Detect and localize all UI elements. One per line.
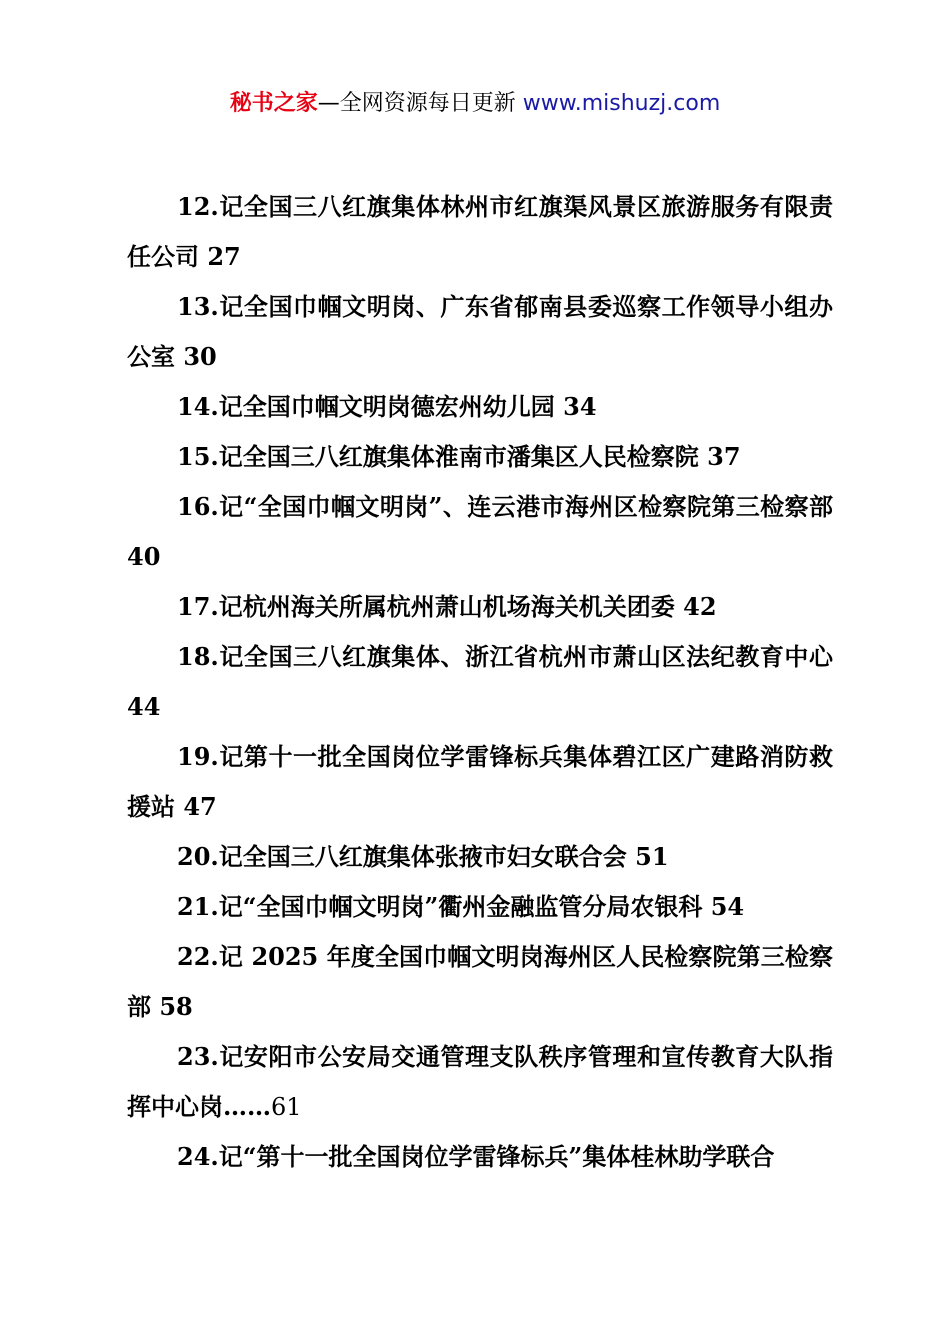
toc-entry-page: 27 <box>207 242 241 271</box>
toc-entry-title: 21.记“全国巾帼文明岗”衢州金融监管分局农银科 <box>177 892 703 921</box>
toc-entry-12[interactable] <box>127 182 833 282</box>
toc-entry-page: 30 <box>183 342 217 371</box>
toc-entry-title: 13.记全国巾帼文明岗、广东省郁南县委巡察工作领导小组办公室 <box>127 292 833 371</box>
table-of-contents <box>127 182 833 1182</box>
toc-entry-title: 23.记安阳市公安局交通管理支队秩序管理和宣传教育大队指挥中心岗…… <box>127 1042 833 1121</box>
toc-entry-21[interactable] <box>127 882 833 932</box>
toc-entry-13[interactable] <box>127 282 833 382</box>
toc-entry-22[interactable] <box>127 932 833 1032</box>
toc-entry-page: 61 <box>271 1093 302 1121</box>
toc-entry-page: 47 <box>183 792 217 821</box>
toc-entry-title: 15.记全国三八红旗集体淮南市潘集区人民检察院 <box>177 442 699 471</box>
site-tagline: —全网资源每日更新 <box>317 91 523 116</box>
toc-entry-19[interactable] <box>127 732 833 832</box>
toc-entry-23[interactable] <box>127 1032 833 1132</box>
toc-entry-title: 16.记“全国巾帼文明岗”、连云港市海州区检察院第三检察部 <box>177 492 833 521</box>
toc-entry-page: 51 <box>635 842 669 871</box>
toc-entry-24[interactable] <box>127 1132 833 1182</box>
toc-entry-15[interactable] <box>127 432 833 482</box>
toc-entry-page: 42 <box>683 592 717 621</box>
toc-entry-16[interactable] <box>127 482 833 582</box>
toc-entry-page: 37 <box>707 442 741 471</box>
toc-entry-title: 18.记全国三八红旗集体、浙江省杭州市萧山区法纪教育中心 <box>177 642 833 671</box>
toc-entry-title: 17.记杭州海关所属杭州萧山机场海关机关团委 <box>177 592 675 621</box>
toc-entry-page: 58 <box>159 992 193 1021</box>
site-url-link[interactable]: www.mishuzj.com <box>522 91 721 116</box>
toc-entry-14[interactable] <box>127 382 833 432</box>
brand-name: 秘书之家 <box>229 91 318 116</box>
toc-entry-page: 54 <box>710 892 745 921</box>
toc-entry-20[interactable] <box>127 832 833 882</box>
toc-entry-page: 34 <box>563 392 597 421</box>
toc-entry-title: 12.记全国三八红旗集体林州市红旗渠风景区旅游服务有限责任公司 <box>127 192 833 271</box>
toc-entry-title: 14.记全国巾帼文明岗德宏州幼儿园 <box>177 392 555 421</box>
toc-entry-17[interactable] <box>127 582 833 632</box>
toc-entry-title: 24.记“第十一批全国岗位学雷锋标兵”集体桂林助学联合 <box>177 1142 775 1171</box>
toc-entry-title: 20.记全国三八红旗集体张掖市妇女联合会 <box>177 842 627 871</box>
toc-entry-title: 19.记第十一批全国岗位学雷锋标兵集体碧江区广建路消防救援站 <box>127 742 833 821</box>
site-header <box>0 88 950 120</box>
toc-entry-18[interactable] <box>127 632 833 732</box>
toc-entry-title: 22.记 2025 年度全国巾帼文明岗海州区人民检察院第三检察部 <box>127 942 833 1021</box>
toc-entry-page: 44 <box>127 692 161 721</box>
toc-entry-page: 40 <box>127 542 161 571</box>
